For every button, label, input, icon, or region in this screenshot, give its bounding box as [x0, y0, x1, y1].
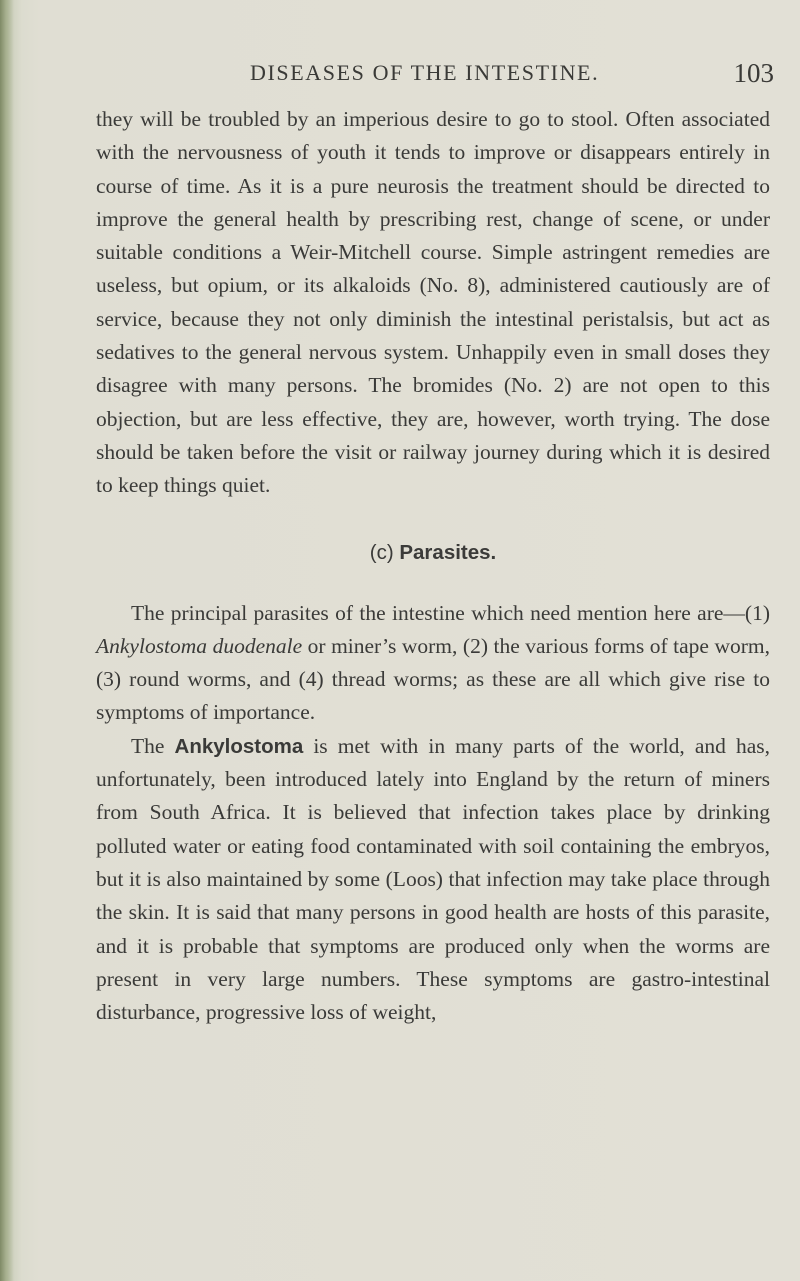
- paragraph-ankylostoma: [96, 730, 770, 1030]
- paragraph-text-after-term: or miner’s worm, (2) the various forms of tape worm, (3) round worms, and (4) thread worms; as these are all which give rise to symptoms of importance.: [96, 633, 770, 725]
- body-text: [96, 103, 770, 1029]
- paragraph-text-before-term: The: [131, 733, 175, 758]
- paragraph-parasites-list: [96, 597, 770, 730]
- bold-term: Ankylostoma: [174, 734, 304, 758]
- running-title: DISEASES OF THE INTESTINE.: [250, 60, 600, 85]
- paragraph-continuation: they will be troubled by an imperious desire to go to stool. Often associated with the nervousness of youth it tends to improve or disappears entirely in course of time. As it is a pure neurosis the treatment should be directed to improve the general health by prescribing rest, change of scene, or under suitable conditions a Weir-Mitchell course. Simple astringent remedies are useless, but opium, or its alkaloids (No. 8), administered cautiously are of service, because they not only diminish the intestinal peristalsis, but act as sedatives to the general nervous system. Unhappily even in small doses they disagree with many persons. The bromides (No. 2) are not open to this objection, but are less effective, they are, however, worth trying. The dose should be taken before the visit or railway journey during which it is desired to keep things quiet.: [96, 107, 770, 498]
- paragraph-text-after-term: is met with in many parts of the world, and has, unfortunately, been introduced lately into England by the return of miners from South Africa. It is believed that infection takes place by drinking polluted water or eating food contaminated with soil containing the embryos, but it is also maintained by some (Loos) that infection may take place through the skin. It is said that many persons in good health are hosts of this parasite, and it is probable that symptoms are produced only when the worms are present in very large numbers. These symptoms are gastro-intestinal disturbance, progressive loss of weight,: [96, 733, 770, 1025]
- italic-term: Ankylostoma duodenale: [96, 633, 303, 658]
- page-spine-shadow: [0, 0, 14, 1281]
- paragraph-text-before-term: The principal parasites of the intestine which need mention here are—(1): [131, 600, 770, 625]
- section-title: Parasites.: [399, 540, 497, 564]
- section-label: (c): [369, 540, 394, 564]
- running-head: [86, 58, 774, 98]
- section-heading: [96, 538, 770, 568]
- page-number: 103: [733, 58, 774, 88]
